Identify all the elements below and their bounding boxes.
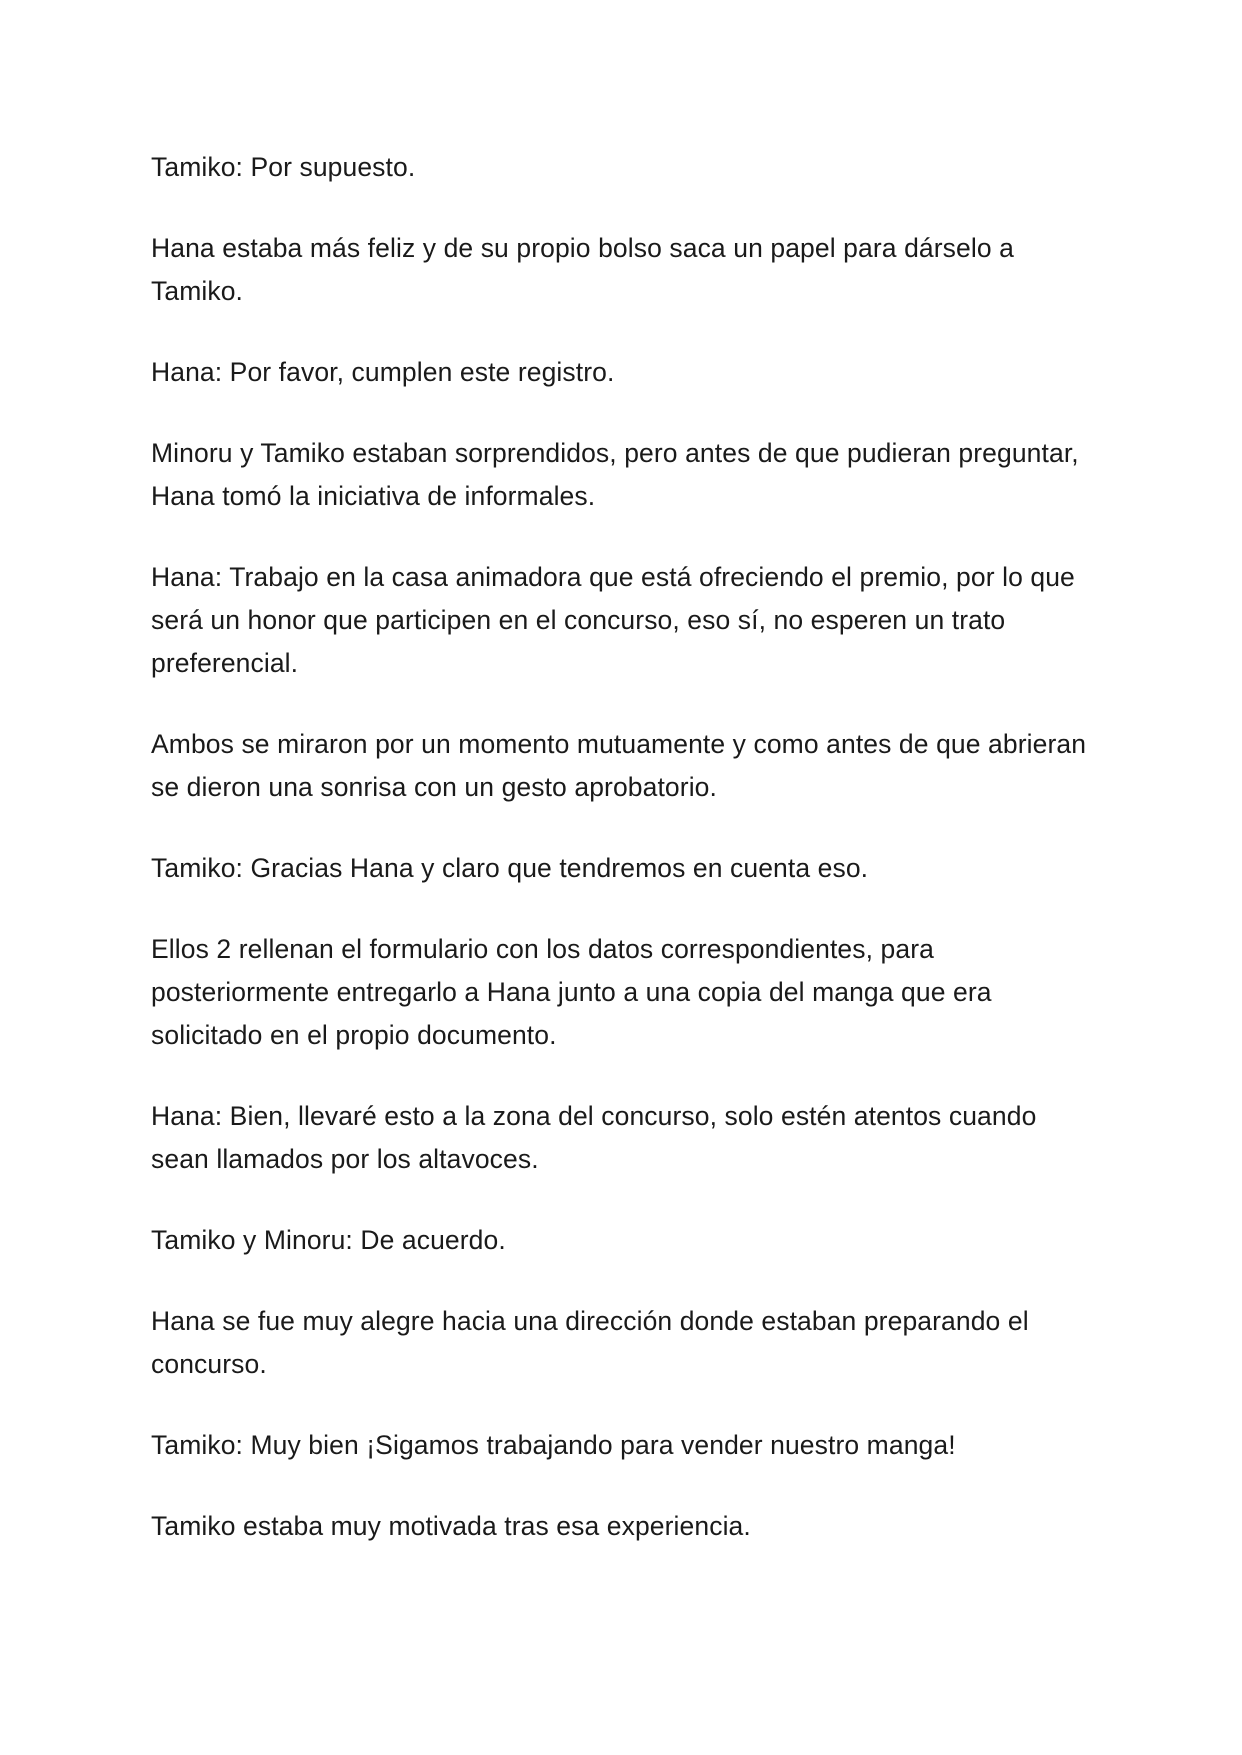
paragraph: Tamiko: Gracias Hana y claro que tendremos en cuenta eso. [151, 853, 869, 883]
paragraph: Tamiko y Minoru: De acuerdo. [151, 1225, 506, 1255]
paragraph: Tamiko estaba muy motivada tras esa experiencia. [151, 1511, 751, 1541]
paragraph: Hana: Por favor, cumplen este registro. [151, 357, 615, 387]
paragraph: Hana: Trabajo en la casa animadora que está ofreciendo el premio, por lo que será un honor que participen en el concurso, eso sí, no esperen un trato preferencial. [151, 562, 1075, 678]
document-body [151, 146, 1101, 1586]
paragraph: Tamiko: Por supuesto. [151, 152, 416, 182]
paragraph: Hana: Bien, llevaré esto a la zona del concurso, solo estén atentos cuando sean llamados por los altavoces. [151, 1101, 1037, 1174]
paragraph: Hana estaba más feliz y de su propio bolso saca un papel para dárselo a Tamiko. [151, 233, 1014, 306]
paragraph: Ambos se miraron por un momento mutuamente y como antes de que abrieran se dieron una sonrisa con un gesto aprobatorio. [151, 729, 1087, 802]
paragraph: Ellos 2 rellenan el formulario con los datos correspondientes, para posteriormente entregarlo a Hana junto a una copia del manga que era solicitado en el propio documento. [151, 934, 992, 1050]
paragraph: Tamiko: Muy bien ¡Sigamos trabajando para vender nuestro manga! [151, 1430, 956, 1460]
paragraph: Minoru y Tamiko estaban sorprendidos, pero antes de que pudieran preguntar, Hana tomó la iniciativa de informales. [151, 438, 1079, 511]
paragraph: Hana se fue muy alegre hacia una dirección donde estaban preparando el concurso. [151, 1306, 1029, 1379]
